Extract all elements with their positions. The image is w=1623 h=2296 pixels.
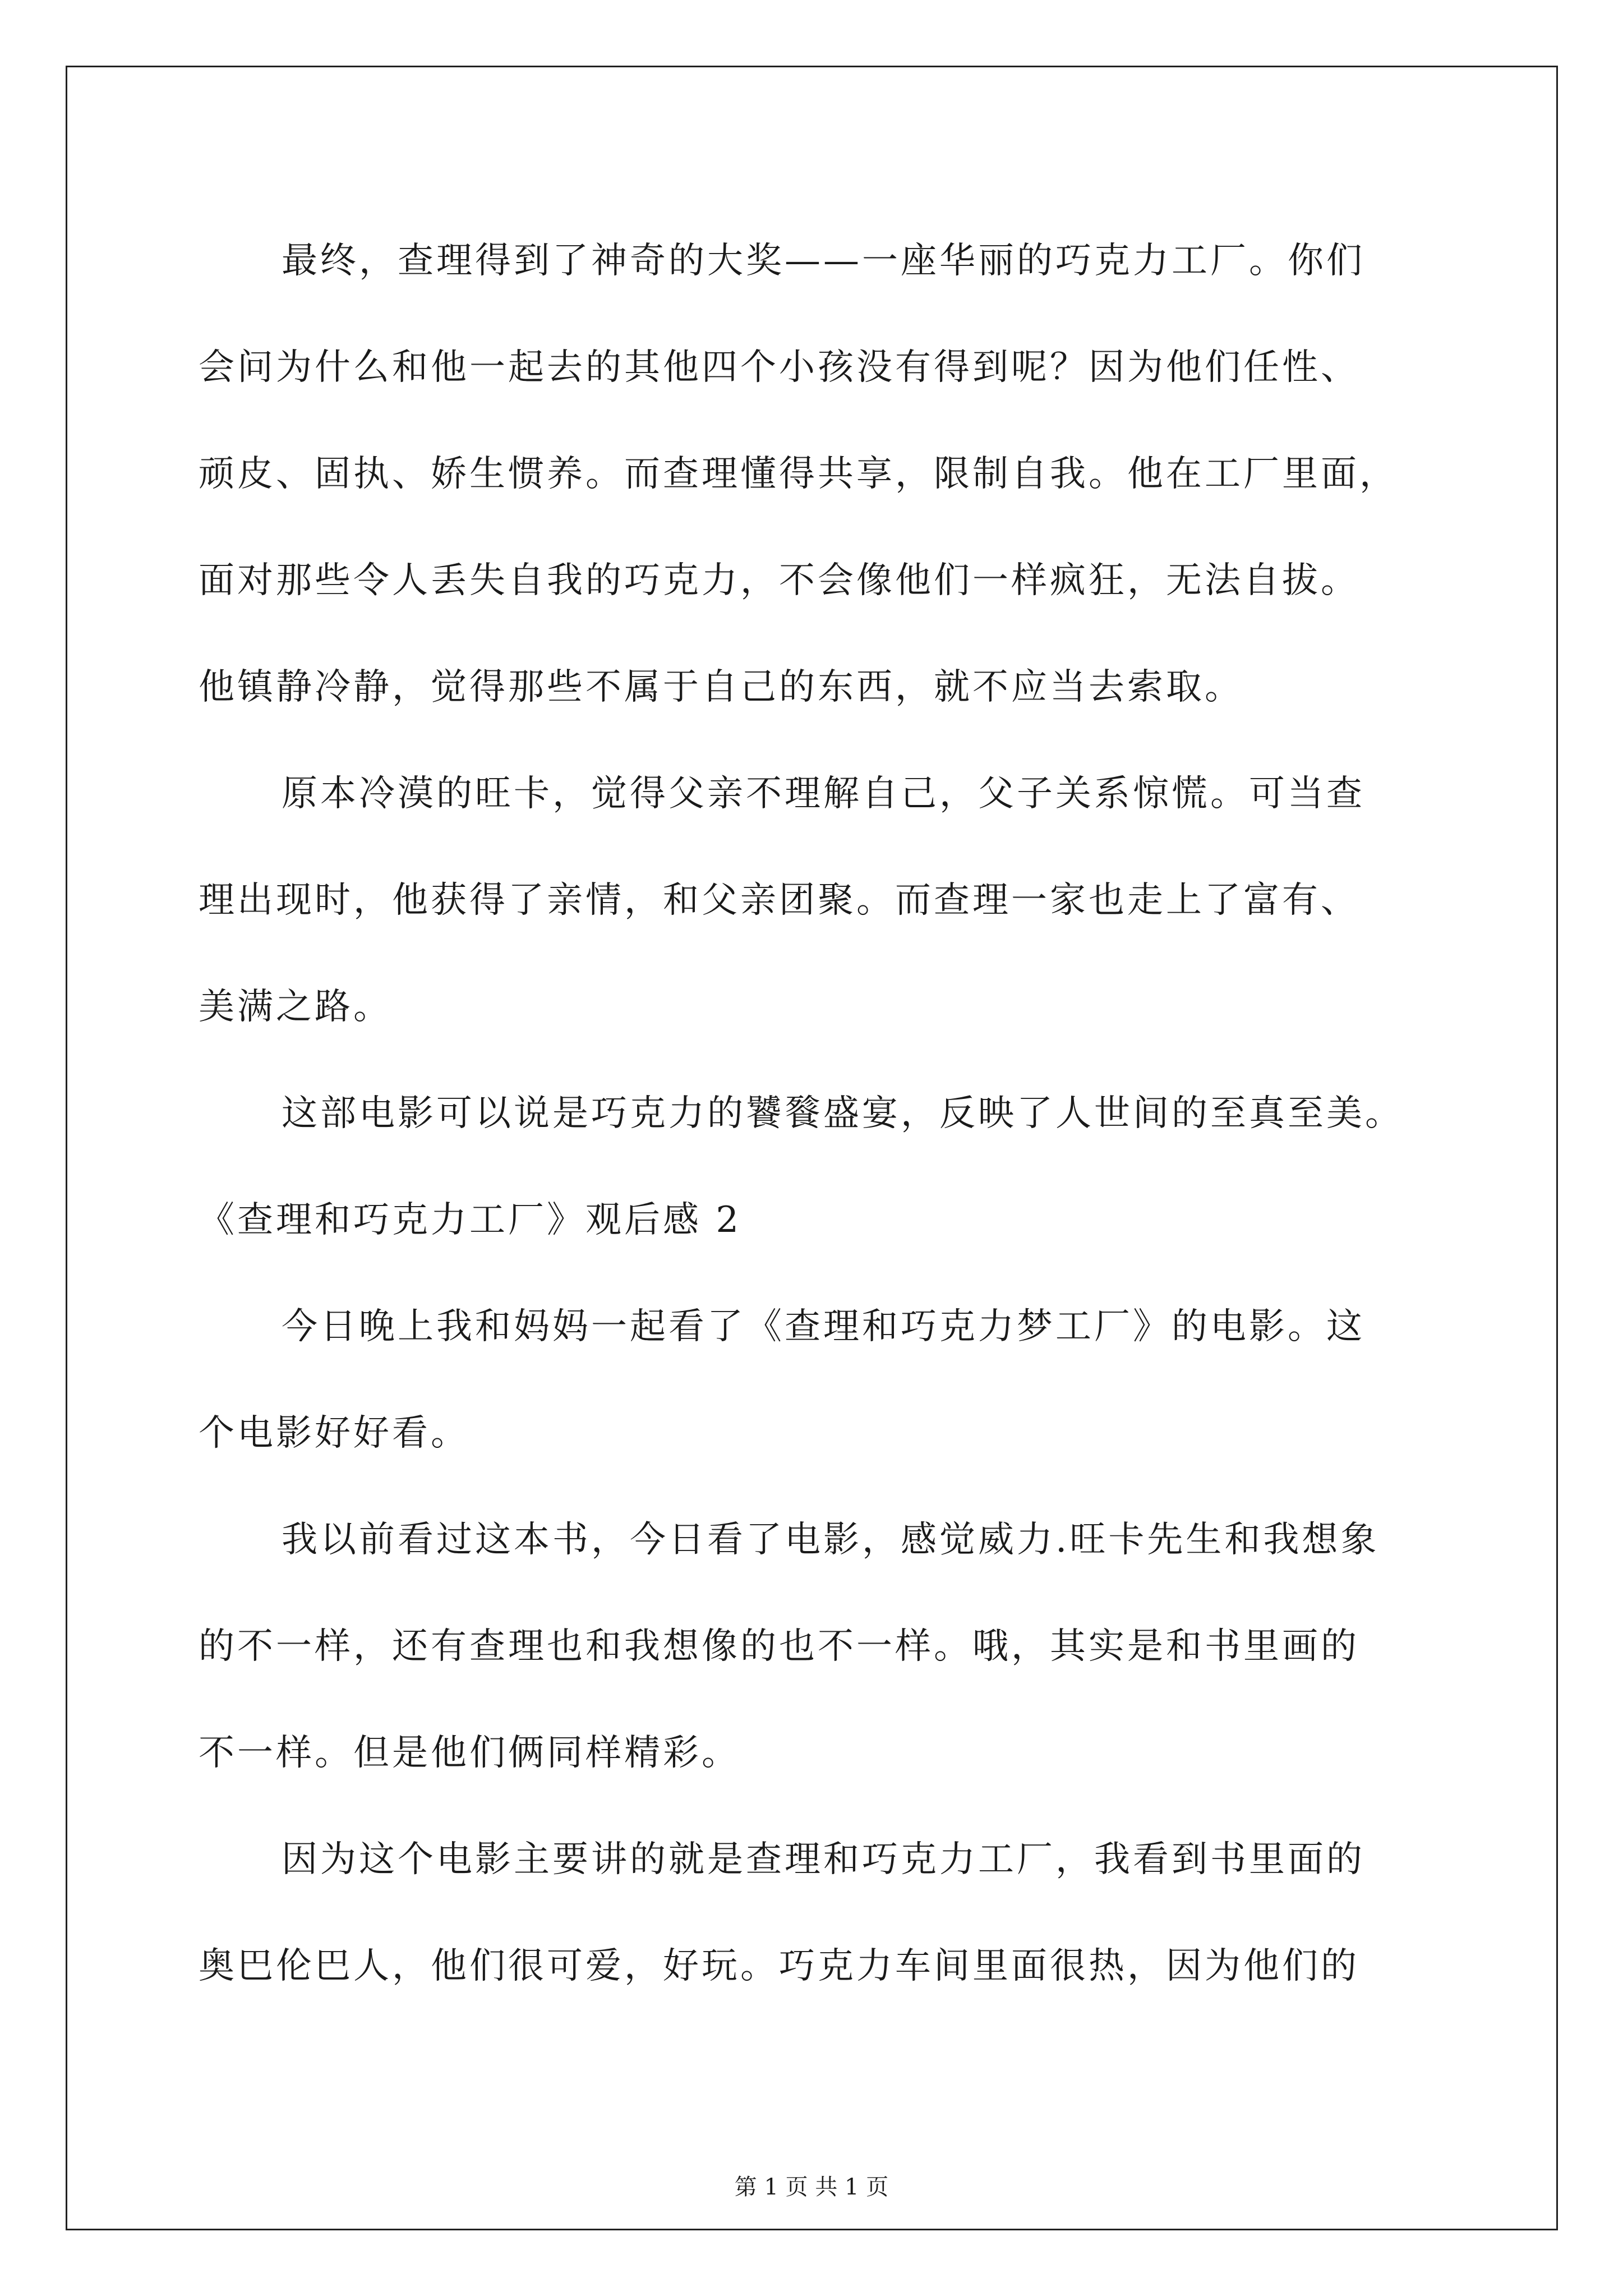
section-heading: 《查理和巧克力工厂》观后感 2 [199,1199,742,1241]
paragraph-2: 原本冷漠的旺卡，觉得父亲不理解自己，父子关系惊慌。可当查 理出现时，他获得了亲情，和父亲团聚。而查理一家也走上了富有、 美满之路。 [199,773,1365,1028]
paragraph-5: 我以前看过这本书，今日看了电影，感觉威力.旺卡先生和我想象 的不一样，还有查理也和我想像的也不一样。哦，其实是和书里画的 不一样。但是他们俩同样精彩。 [199,1519,1380,1774]
paragraph-1: 最终，查理得到了神奇的大奖——一座华丽的巧克力工厂。你们 会问为什么和他一起去的其他四个小孩没有得到呢？因为他们任性、 顽皮、固执、娇生惯养。而查理懂得共享，限制自我。他在工厂里面， 面对那些令人丢失自我的巧克力，不会像他们一样疯狂，无法自拔。 他镇静冷静，觉得那些不属于自己的东西，就不应当去索取。 [199,240,1398,708]
page-footer: 第 1 页 共 1 页 [734,2174,889,2200]
paragraph-4: 今日晚上我和妈妈一起看了《查理和巧克力梦工厂》的电影。这 个电影好好看。 [199,1306,1365,1454]
paragraph-6: 因为这个电影主要讲的就是查理和巧克力工厂，我看到书里面的 奥巴伦巴人，他们很可爱，好玩。巧克力车间里面很热，因为他们的 [199,1839,1365,1987]
paragraph-3: 这部电影可以说是巧克力的饕餮盛宴，反映了人世间的至真至美。 [282,1093,1404,1134]
document-body [199,208,1449,2019]
